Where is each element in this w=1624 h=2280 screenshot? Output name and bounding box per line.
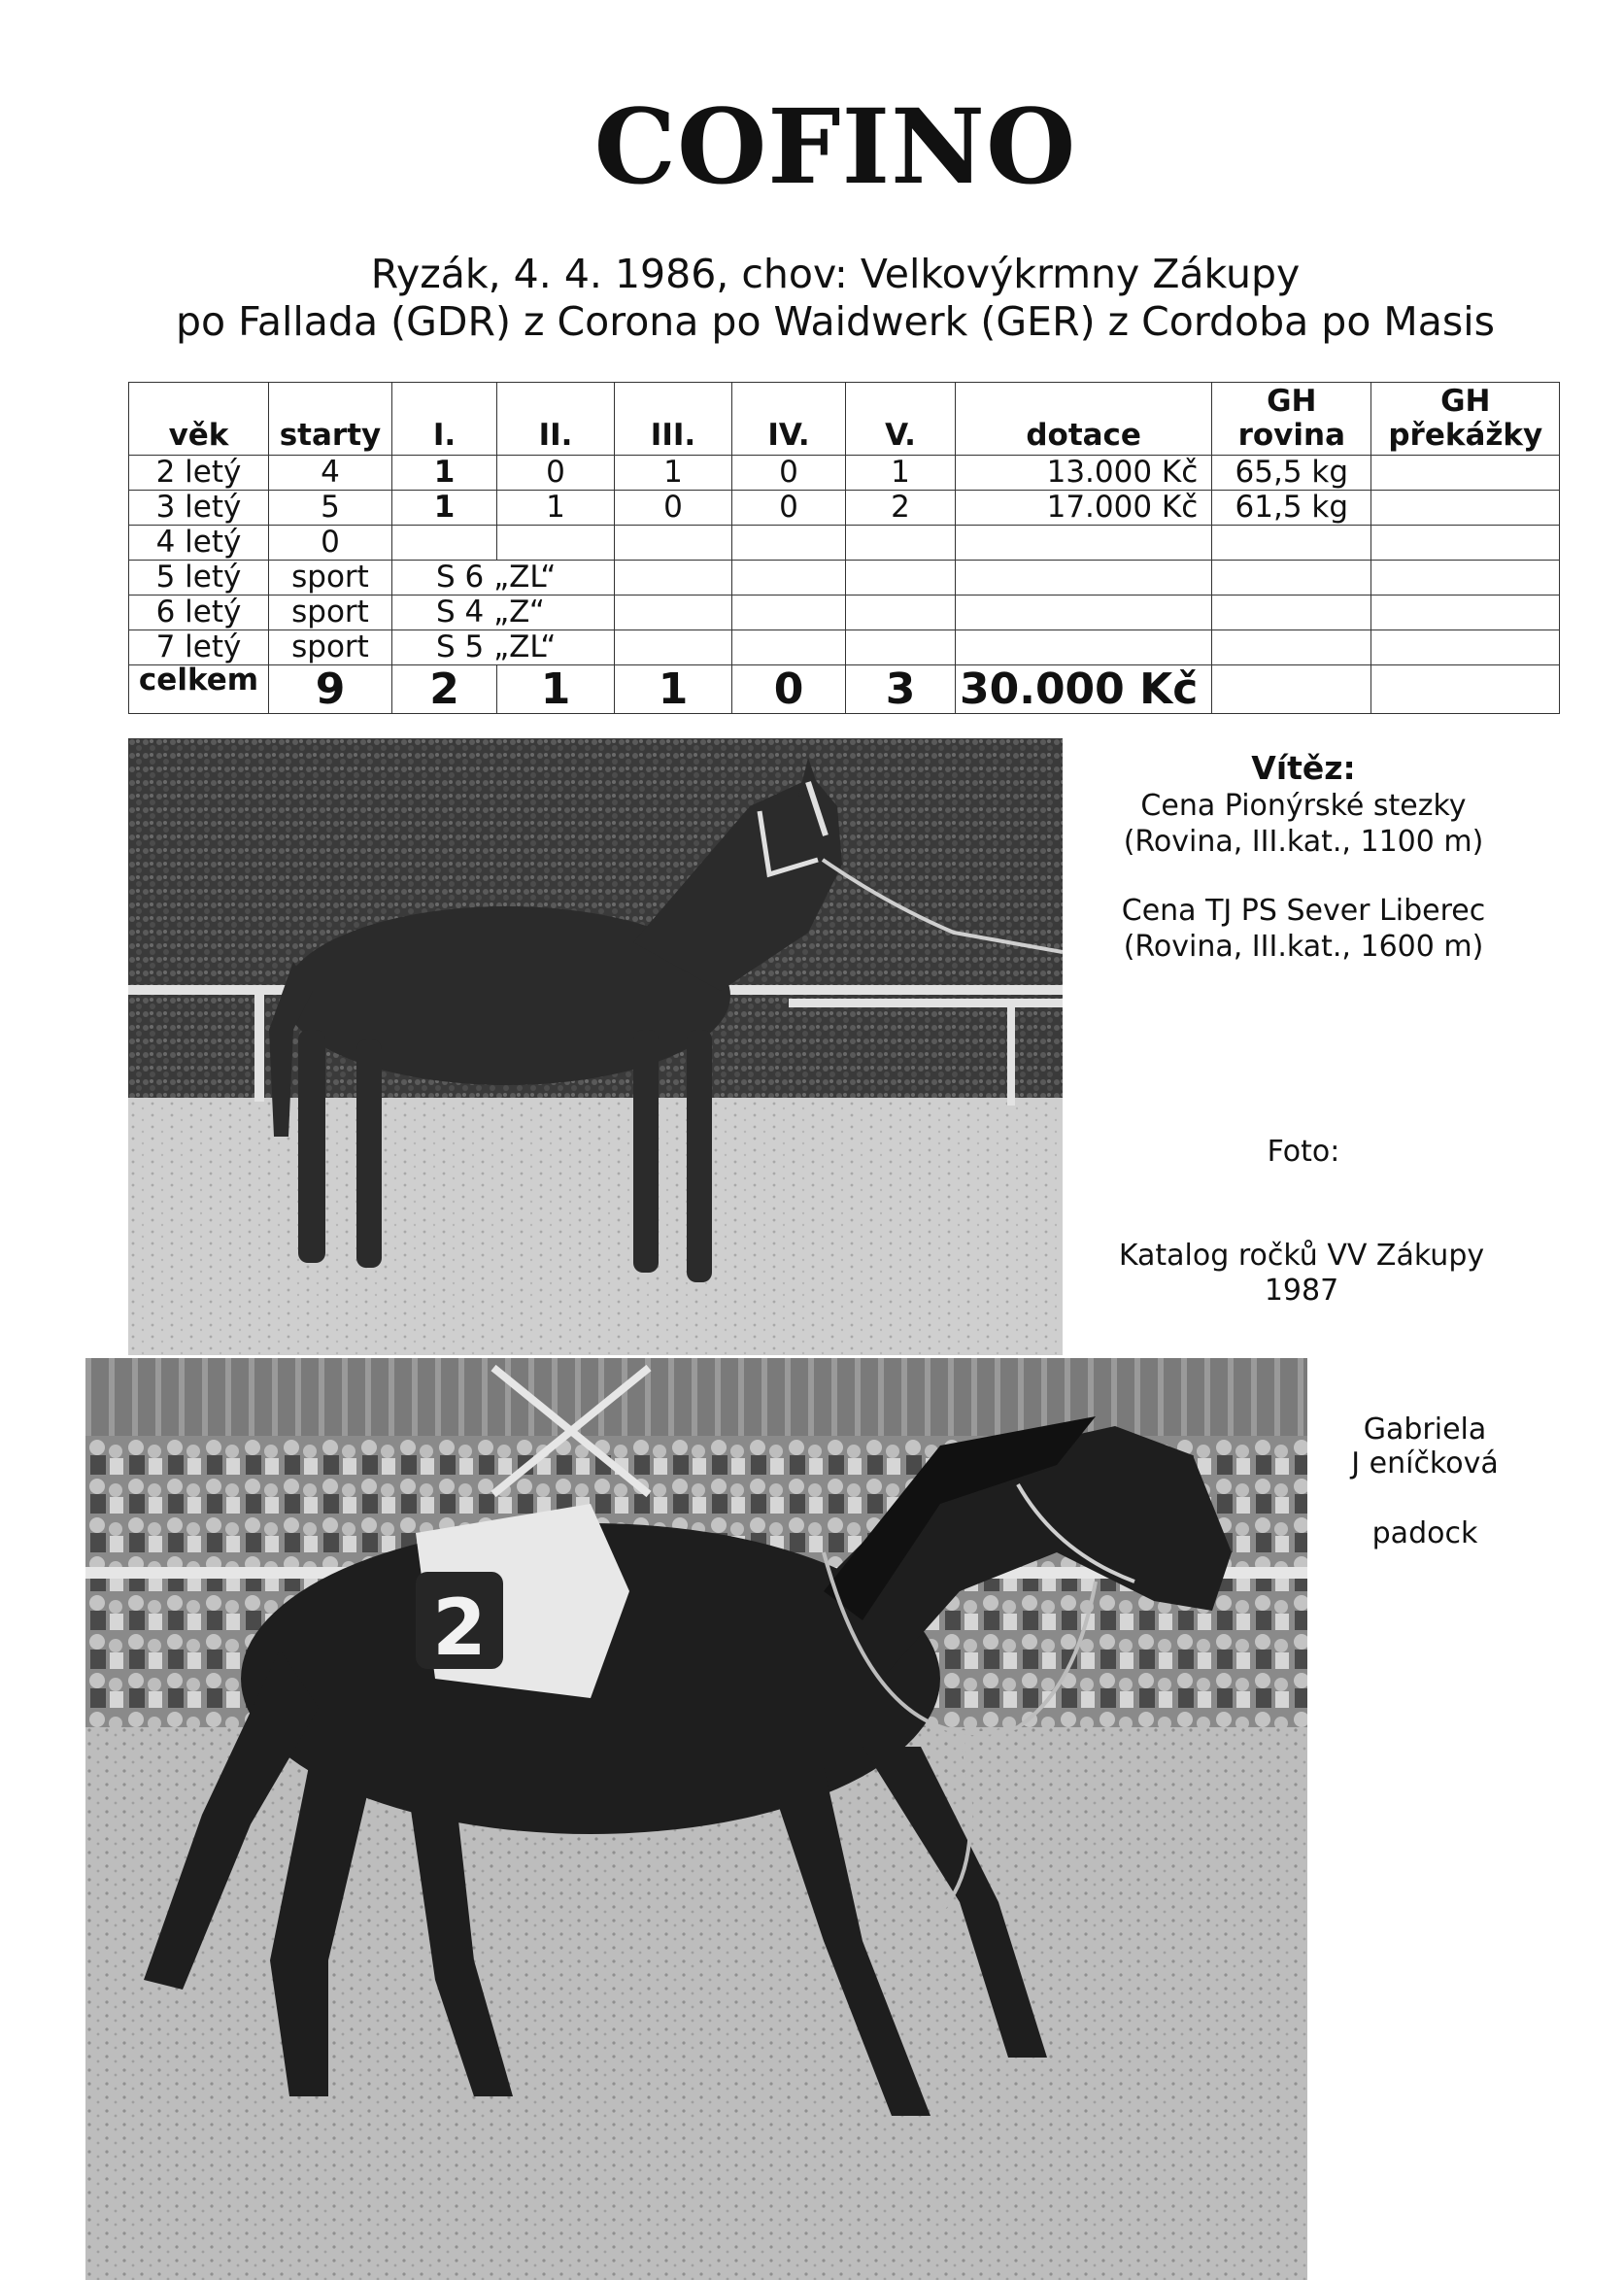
cell-fourth bbox=[732, 561, 846, 596]
cell-gh-flat bbox=[1212, 561, 1371, 596]
winner-heading: Vítěz: bbox=[1251, 749, 1356, 787]
photo2-author-first-name: Gabriela bbox=[1363, 1412, 1487, 1446]
cell-prize: 13.000 Kč bbox=[956, 456, 1212, 491]
cell-starts: sport bbox=[269, 561, 392, 596]
header-starts: starty bbox=[269, 383, 392, 456]
horse-paddock-illustration bbox=[85, 1358, 1307, 2280]
race1-detail: (Rovina, III.kat., 1100 m) bbox=[1123, 825, 1484, 859]
cell-gh-jumps bbox=[1371, 491, 1560, 526]
total-gh-jumps bbox=[1371, 665, 1560, 714]
cell-third: 1 bbox=[615, 456, 732, 491]
cell-gh-flat bbox=[1212, 630, 1371, 665]
cell-fifth bbox=[846, 630, 956, 665]
header-second: II. bbox=[497, 383, 615, 456]
cell-gh-flat bbox=[1212, 596, 1371, 630]
page-title: COFINO bbox=[593, 85, 1077, 207]
cell-sport-result: S 6 „ZL“ bbox=[392, 561, 615, 596]
cell-third bbox=[615, 561, 732, 596]
total-first: 2 bbox=[392, 665, 497, 714]
header-gh-jumps bbox=[1371, 383, 1560, 456]
total-gh-flat bbox=[1212, 665, 1371, 714]
cell-fifth: 2 bbox=[846, 491, 956, 526]
header-first: I. bbox=[392, 383, 497, 456]
cell-fifth bbox=[846, 526, 956, 561]
header-third: III. bbox=[615, 383, 732, 456]
cell-second: 1 bbox=[497, 491, 615, 526]
cell-fifth bbox=[846, 596, 956, 630]
cell-starts: 4 bbox=[269, 456, 392, 491]
total-prize: 30.000 Kč bbox=[956, 665, 1212, 714]
header-fifth: V. bbox=[846, 383, 956, 456]
cell-second: 0 bbox=[497, 456, 615, 491]
cell-first: 1 bbox=[392, 491, 497, 526]
header-prekazky-label: překážky bbox=[1388, 418, 1543, 453]
table-row bbox=[129, 596, 1560, 630]
cell-fourth bbox=[732, 526, 846, 561]
cell-prize bbox=[956, 526, 1212, 561]
cell-fourth: 0 bbox=[732, 456, 846, 491]
photo-label: Foto: bbox=[1267, 1135, 1340, 1169]
cell-first bbox=[392, 526, 497, 561]
cell-age: 5 letý bbox=[129, 561, 269, 596]
cell-starts: sport bbox=[269, 596, 392, 630]
race2-name: Cena TJ PS Sever Liberec bbox=[1121, 894, 1486, 928]
cell-age: 3 letý bbox=[129, 491, 269, 526]
header-age: věk bbox=[129, 383, 269, 456]
cell-second bbox=[497, 526, 615, 561]
header-rovina-label: rovina bbox=[1237, 418, 1345, 453]
cell-starts: 0 bbox=[269, 526, 392, 561]
cell-fifth bbox=[846, 561, 956, 596]
pedigree-line: po Fallada (GDR) z Corona po Waidwerk (GER) z Cordoba po Masis bbox=[175, 298, 1496, 345]
header-gh-label: GH bbox=[1267, 384, 1317, 419]
total-label: celkem bbox=[129, 665, 269, 714]
race2-detail: (Rovina, III.kat., 1600 m) bbox=[1123, 930, 1484, 964]
cell-gh-jumps bbox=[1371, 630, 1560, 665]
cell-gh-jumps bbox=[1371, 561, 1560, 596]
cell-gh-jumps bbox=[1371, 456, 1560, 491]
total-fifth: 3 bbox=[846, 665, 956, 714]
cell-age: 4 letý bbox=[129, 526, 269, 561]
table-total-row bbox=[129, 665, 1560, 714]
cell-fifth: 1 bbox=[846, 456, 956, 491]
header-fourth: IV. bbox=[732, 383, 846, 456]
total-second: 1 bbox=[497, 665, 615, 714]
cell-prize: 17.000 Kč bbox=[956, 491, 1212, 526]
cell-gh-flat: 61,5 kg bbox=[1212, 491, 1371, 526]
cell-prize bbox=[956, 561, 1212, 596]
cell-gh-flat bbox=[1212, 526, 1371, 561]
cell-third bbox=[615, 630, 732, 665]
cell-gh-jumps bbox=[1371, 596, 1560, 630]
horse-walking-paddock-photo bbox=[85, 1358, 1307, 2280]
table-row bbox=[129, 456, 1560, 491]
cell-sport-result: S 5 „ZL“ bbox=[392, 630, 615, 665]
header-prize-money: dotace bbox=[956, 383, 1212, 456]
cell-sport-result: S 4 „Z“ bbox=[392, 596, 615, 630]
header-gh-flat bbox=[1212, 383, 1371, 456]
cell-third bbox=[615, 596, 732, 630]
race-statistics-table bbox=[128, 382, 1560, 714]
cell-starts: sport bbox=[269, 630, 392, 665]
cell-third bbox=[615, 526, 732, 561]
cell-fourth bbox=[732, 630, 846, 665]
cell-first: 1 bbox=[392, 456, 497, 491]
cell-prize bbox=[956, 630, 1212, 665]
photo2-author-last-name: J eníčková bbox=[1351, 1446, 1499, 1480]
total-fourth: 0 bbox=[732, 665, 846, 714]
cell-age: 2 letý bbox=[129, 456, 269, 491]
total-starts: 9 bbox=[269, 665, 392, 714]
cell-gh-flat: 65,5 kg bbox=[1212, 456, 1371, 491]
table-header-row bbox=[129, 383, 1560, 456]
cell-starts: 5 bbox=[269, 491, 392, 526]
horse-standing-photo bbox=[128, 738, 1063, 1355]
cell-third: 0 bbox=[615, 491, 732, 526]
saddle-number: 2 bbox=[432, 1582, 487, 1673]
table-row bbox=[129, 630, 1560, 665]
table-row bbox=[129, 526, 1560, 561]
race1-name: Cena Pionýrské stezky bbox=[1140, 789, 1467, 823]
photo2-place: padock bbox=[1371, 1516, 1478, 1550]
photo1-source: Katalog ročků VV Zákupy 1987 bbox=[1118, 1239, 1485, 1308]
table-row bbox=[129, 561, 1560, 596]
cell-age: 6 letý bbox=[129, 596, 269, 630]
horse-standing-illustration bbox=[128, 738, 1063, 1355]
cell-fourth bbox=[732, 596, 846, 630]
table-row bbox=[129, 491, 1560, 526]
total-third: 1 bbox=[615, 665, 732, 714]
cell-age: 7 letý bbox=[129, 630, 269, 665]
cell-gh-jumps bbox=[1371, 526, 1560, 561]
cell-prize bbox=[956, 596, 1212, 630]
horse-info-line: Ryzák, 4. 4. 1986, chov: Velkovýkrmny Zákupy bbox=[370, 251, 1301, 297]
header-gh-label: GH bbox=[1440, 384, 1491, 419]
cell-fourth: 0 bbox=[732, 491, 846, 526]
